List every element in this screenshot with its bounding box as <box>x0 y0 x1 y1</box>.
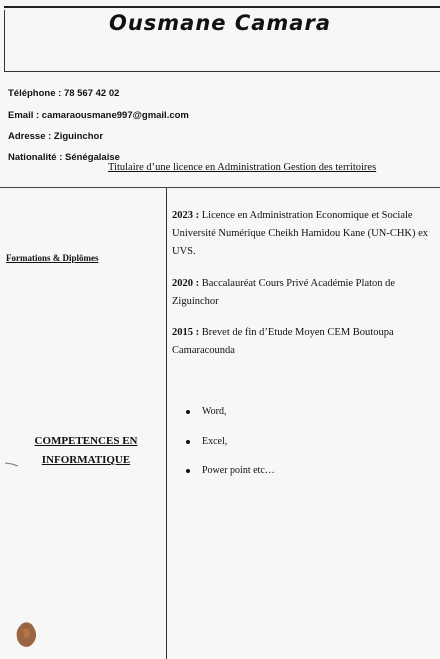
skill-item: Excel, <box>186 436 275 466</box>
phone-line: Téléphone : 78 567 42 02 <box>8 88 120 99</box>
candidate-name: Ousmane Camara <box>108 11 332 35</box>
formation-entry <box>172 207 434 261</box>
formations-title: Formations & Diplômes <box>6 253 99 263</box>
formation-text: Baccalauréat Cours Privé Académie Platon de Ziguinchor <box>172 278 396 307</box>
formation-year: 2015 : <box>172 327 200 338</box>
formation-year: 2020 : <box>172 278 200 289</box>
formation-entry <box>172 324 434 360</box>
nationality-line: Nationalité : Sénégalaise <box>8 152 120 163</box>
skill-item: Power point etc… <box>186 465 275 495</box>
degree-summary: Titulaire d’une licence en Administration Gestion des territoires <box>108 162 377 173</box>
formation-entry <box>172 275 434 311</box>
formation-year: 2023 : <box>172 210 200 221</box>
formation-text: Licence en Administration Economique et Sociale Université Numérique Cheikh Hamidou Kane (UN-CHK) ex UVS. <box>172 210 429 257</box>
informatique-title: COMPETENCES EN INFORMATIQUE <box>34 435 138 466</box>
formation-text: Brevet de fin d’Etude Moyen CEM Boutoupa Camaracounda <box>172 327 394 356</box>
skill-item: Word, <box>186 406 275 436</box>
email-line: Email : camaraousmane997@gmail.com <box>8 110 189 121</box>
address-line: Adresse : Ziguinchor <box>8 131 104 142</box>
skills-list <box>186 406 275 495</box>
header-divider <box>4 71 440 72</box>
top-rule <box>4 6 440 8</box>
section-divider <box>0 187 440 188</box>
column-divider <box>166 188 167 659</box>
stain-mark <box>14 620 40 650</box>
pen-mark <box>4 460 20 468</box>
